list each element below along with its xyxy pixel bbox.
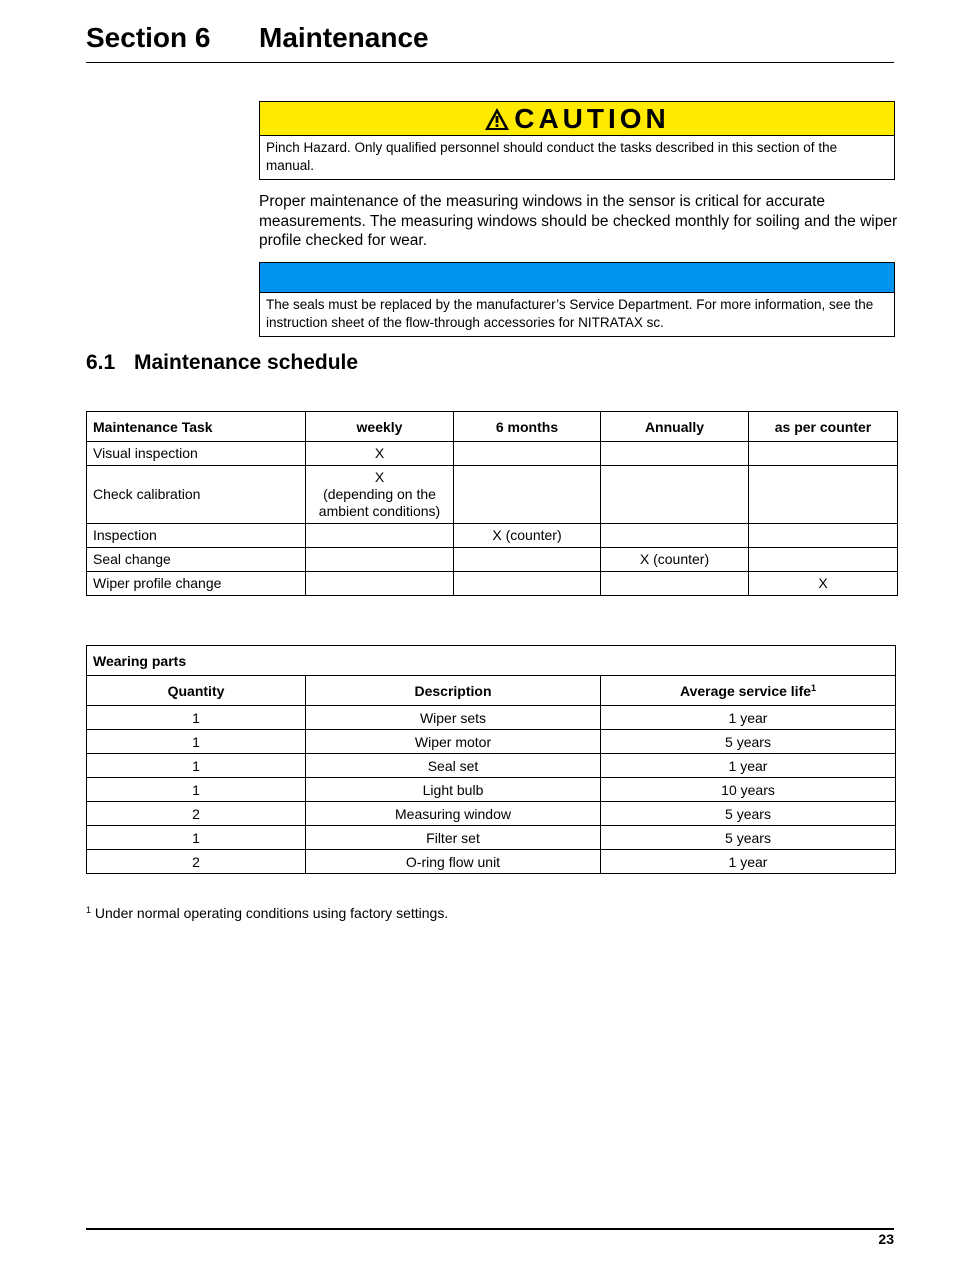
service-life-cell: 1 year xyxy=(601,706,896,730)
section-header xyxy=(86,20,894,63)
subsection-number: 6.1 xyxy=(86,351,116,374)
table-row xyxy=(87,826,896,850)
task-cell: Inspection xyxy=(87,524,306,548)
service-life-cell: 1 year xyxy=(601,754,896,778)
table-row xyxy=(87,548,898,572)
table-cell: X (depending on the ambient conditions) xyxy=(306,466,454,524)
section-number: Section 6 xyxy=(86,22,211,53)
column-header: Quantity xyxy=(87,676,306,706)
subsection-heading xyxy=(86,349,358,377)
table-cell: X (counter) xyxy=(601,548,749,572)
table-row xyxy=(87,524,898,548)
note-text: The seals must be replaced by the manufacturer’s Service Department. For more information, see the instruction sheet of the flow-through accessories for NITRATAX sc. xyxy=(266,297,874,330)
caution-label: CAUTION xyxy=(514,103,670,134)
table-row xyxy=(87,466,898,524)
service-life-cell: 10 years xyxy=(601,778,896,802)
section-title: Maintenance xyxy=(259,22,429,53)
column-header: Annually xyxy=(601,412,749,442)
column-header-label: Average service life xyxy=(680,682,812,699)
table-cell xyxy=(454,466,601,524)
task-cell: Check calibration xyxy=(87,466,306,524)
table-header-row xyxy=(87,412,898,442)
table-title: Wearing parts xyxy=(87,646,896,676)
footnote-marker: 1 xyxy=(811,682,817,693)
table-cell xyxy=(454,442,601,466)
wearing-parts-table xyxy=(86,645,896,874)
column-header: as per counter xyxy=(749,412,898,442)
service-life-cell: 1 year xyxy=(601,850,896,874)
service-life-cell: 5 years xyxy=(601,802,896,826)
footer-divider xyxy=(86,1228,894,1230)
description-cell: Seal set xyxy=(306,754,601,778)
table-row xyxy=(87,572,898,596)
table-title-row xyxy=(87,646,896,676)
table-cell xyxy=(601,524,749,548)
table-cell xyxy=(306,548,454,572)
table-row xyxy=(87,802,896,826)
page-number: 23 xyxy=(878,1231,894,1247)
description-cell: Light bulb xyxy=(306,778,601,802)
intro-paragraph: Proper maintenance of the measuring windows in the sensor is critical for accurate measurements. The measuring windows should be checked monthly for soiling and the wiper profile checked for wear. xyxy=(259,193,898,249)
table-row xyxy=(87,706,896,730)
warning-triangle-icon xyxy=(484,107,510,131)
quantity-cell: 1 xyxy=(87,754,306,778)
quantity-cell: 1 xyxy=(87,778,306,802)
task-cell: Seal change xyxy=(87,548,306,572)
column-header xyxy=(601,676,896,706)
description-cell: O-ring flow unit xyxy=(306,850,601,874)
service-life-cell: 5 years xyxy=(601,730,896,754)
table-row xyxy=(87,850,896,874)
table-cell xyxy=(454,572,601,596)
table-cell xyxy=(601,572,749,596)
footnote xyxy=(86,901,448,922)
table-cell xyxy=(306,572,454,596)
column-header: Maintenance Task xyxy=(87,412,306,442)
caution-text: Pinch Hazard. Only qualified personnel should conduct the tasks described in this section of the manual. xyxy=(266,140,838,173)
footnote-text: Under normal operating conditions using factory settings. xyxy=(94,905,449,921)
column-header: 6 months xyxy=(454,412,601,442)
table-cell xyxy=(749,548,898,572)
column-header: Description xyxy=(306,676,601,706)
table-row xyxy=(87,778,896,802)
table-cell: X xyxy=(306,442,454,466)
table-cell xyxy=(454,548,601,572)
table-cell xyxy=(306,524,454,548)
table-row xyxy=(87,442,898,466)
table-cell: X xyxy=(749,572,898,596)
description-cell: Measuring window xyxy=(306,802,601,826)
task-cell: Wiper profile change xyxy=(87,572,306,596)
maintenance-schedule-table xyxy=(86,411,898,596)
service-life-cell: 5 years xyxy=(601,826,896,850)
table-row xyxy=(87,730,896,754)
table-cell xyxy=(749,442,898,466)
description-cell: Wiper motor xyxy=(306,730,601,754)
description-cell: Filter set xyxy=(306,826,601,850)
caution-box xyxy=(259,101,895,180)
caution-header xyxy=(260,102,894,136)
note-header xyxy=(260,263,894,293)
table-cell xyxy=(601,442,749,466)
column-header: weekly xyxy=(306,412,454,442)
table-row xyxy=(87,754,896,778)
note-box xyxy=(259,262,895,337)
quantity-cell: 2 xyxy=(87,850,306,874)
footnote-marker: 1 xyxy=(86,905,92,915)
task-cell: Visual inspection xyxy=(87,442,306,466)
quantity-cell: 1 xyxy=(87,706,306,730)
quantity-cell: 2 xyxy=(87,802,306,826)
description-cell: Wiper sets xyxy=(306,706,601,730)
table-cell: X (counter) xyxy=(454,524,601,548)
table-cell xyxy=(749,524,898,548)
table-cell xyxy=(749,466,898,524)
quantity-cell: 1 xyxy=(87,826,306,850)
quantity-cell: 1 xyxy=(87,730,306,754)
subsection-title: Maintenance schedule xyxy=(134,351,359,374)
table-header-row xyxy=(87,676,896,706)
table-cell xyxy=(601,466,749,524)
